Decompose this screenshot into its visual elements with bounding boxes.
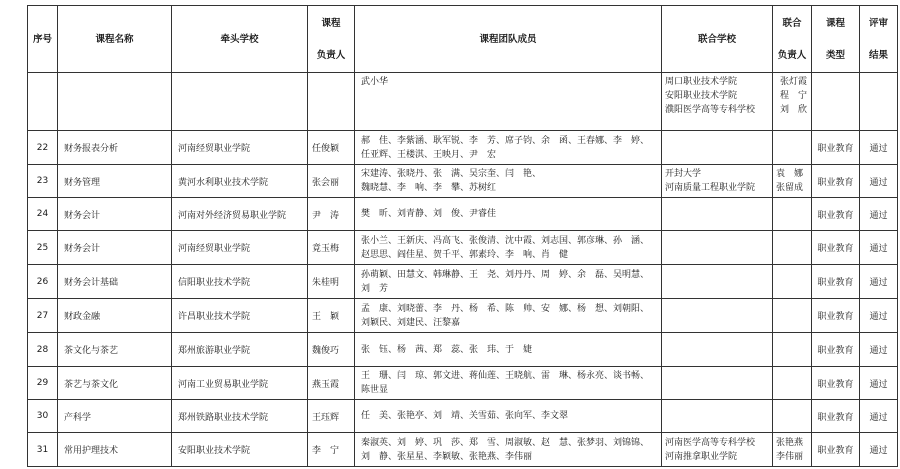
cell-partner-schools — [662, 198, 773, 231]
cell-line: 开封大学 — [665, 169, 702, 179]
cell-course-type: 职业教育 — [812, 165, 860, 198]
header-lead-school: 牵头学校 — [172, 6, 308, 73]
cell-line: 张留成 — [776, 183, 804, 193]
cell-team-members — [355, 231, 662, 265]
table-row — [28, 400, 898, 433]
cell-review-result: 通过 — [860, 333, 898, 367]
cell-course-lead: 王珏辉 — [308, 400, 355, 433]
continuation-row — [28, 73, 898, 131]
cell-line: 樊 昕、刘青静、刘 俊、尹睿佳 — [361, 209, 497, 219]
cell-team-members — [355, 198, 662, 231]
cell-course-type: 职业教育 — [812, 367, 860, 400]
cell-team-members — [355, 299, 662, 333]
header-no: 序号 — [28, 6, 58, 73]
table-row — [28, 131, 898, 165]
cell-no: 29 — [28, 367, 58, 400]
cell-course-type: 职业教育 — [812, 400, 860, 433]
cell-line: 任 美、张艳亭、刘 靖、关雪茹、张向军、李文翠 — [361, 411, 569, 421]
cell-no: 31 — [28, 433, 58, 467]
cell-review-result: 通过 — [860, 433, 898, 467]
table-row — [28, 165, 898, 198]
cell-review-result: 通过 — [860, 231, 898, 265]
header-review-result: 评审 结果 — [860, 6, 898, 73]
cell-review-result: 通过 — [860, 400, 898, 433]
cell-lead-school — [172, 73, 308, 131]
cell-partner-schools — [662, 333, 773, 367]
cell-no: 28 — [28, 333, 58, 367]
cell-line: 河南医学高等专科学校 — [665, 437, 756, 448]
table-row — [28, 299, 898, 333]
table-row — [28, 231, 898, 265]
cell-course-type: 职业教育 — [812, 198, 860, 231]
cell-course-lead: 魏俊巧 — [308, 333, 355, 367]
cell-team-members — [355, 131, 662, 165]
cell-line: 李伟丽 — [776, 451, 804, 462]
table-row — [28, 433, 898, 467]
cell-review-result: 通过 — [860, 131, 898, 165]
cell-partner-schools — [662, 265, 773, 299]
cell-lead-school: 许昌职业技术学院 — [172, 299, 308, 333]
cell-course-name: 财务会计 — [58, 231, 172, 265]
cell-line: 孙萌颖、田慧文、韩琳静、王 尧、刘丹丹、周 婷、余 磊、吴明慧、 — [361, 269, 650, 280]
cell-line: 河南质量工程职业学院 — [665, 183, 756, 193]
cell-course-name: 茶艺与茶文化 — [58, 367, 172, 400]
cell-partner-lead — [773, 299, 812, 333]
cell-lead-school: 河南工业贸易职业学院 — [172, 367, 308, 400]
cell-no: 22 — [28, 131, 58, 165]
cell-lead-school: 郑州铁路职业技术学院 — [172, 400, 308, 433]
cell-line: 陈世显 — [361, 385, 389, 395]
cell-course-name: 常用护理技术 — [58, 433, 172, 467]
cell-line: 袁 娜 — [776, 169, 804, 179]
cell-partner-schools — [662, 400, 773, 433]
cell-team-members — [355, 333, 662, 367]
cell-partner-lead — [773, 198, 812, 231]
cell-partner-schools — [662, 131, 773, 165]
course-table — [27, 5, 898, 467]
cell-course-name: 财务会计基础 — [58, 265, 172, 299]
cell-line: 刘 静、张星星、李颖敏、张艳燕、李伟丽 — [361, 451, 533, 462]
cell-partner-lead: 张灯霞 程 宁 刘 欣 — [773, 73, 812, 131]
cell-partner-schools — [662, 433, 773, 467]
cell-course-lead: 张会丽 — [308, 165, 355, 198]
cell-partner-schools — [662, 367, 773, 400]
cell-partner-lead — [773, 231, 812, 265]
cell-course-type: 职业教育 — [812, 333, 860, 367]
cell-course-lead: 竟玉梅 — [308, 231, 355, 265]
cell-partner-lead — [773, 131, 812, 165]
cell-no: 25 — [28, 231, 58, 265]
cell-no — [28, 73, 58, 131]
cell-review-result: 通过 — [860, 165, 898, 198]
cell-course-lead: 朱桂明 — [308, 265, 355, 299]
header-row — [28, 6, 898, 73]
cell-course-lead — [308, 73, 355, 131]
header-partner-schools: 联合学校 — [662, 6, 773, 73]
cell-line: 秦淑英、刘 婷、巩 莎、郑 雪、周淑敏、赵 慧、张梦羽、刘锦锦、 — [361, 437, 650, 448]
cell-course-name: 茶文化与茶艺 — [58, 333, 172, 367]
cell-team-members — [355, 367, 662, 400]
cell-team-members: 武小华 — [355, 73, 662, 131]
cell-lead-school: 安阳职业技术学院 — [172, 433, 308, 467]
cell-team-members — [355, 433, 662, 467]
cell-line: 宋建涛、张晓丹、张 满、吴宗奎、闫 艳、 — [361, 169, 542, 179]
cell-course-lead: 燕玉霞 — [308, 367, 355, 400]
cell-no: 30 — [28, 400, 58, 433]
cell-review-result: 通过 — [860, 198, 898, 231]
cell-course-name: 产科学 — [58, 400, 172, 433]
cell-lead-school: 河南经贸职业学院 — [172, 231, 308, 265]
cell-lead-school: 信阳职业技术学院 — [172, 265, 308, 299]
cell-review-result: 通过 — [860, 367, 898, 400]
header-course-type: 课程 类型 — [812, 6, 860, 73]
table-row — [28, 367, 898, 400]
cell-partner-schools — [662, 231, 773, 265]
cell-line: 任亚辉、王楼淇、王映月、尹 宏 — [361, 149, 497, 160]
cell-review-result: 通过 — [860, 299, 898, 333]
cell-partner-lead — [773, 367, 812, 400]
table-row — [28, 198, 898, 231]
cell-lead-school: 河南对外经济贸易职业学院 — [172, 198, 308, 231]
cell-lead-school: 郑州旅游职业学院 — [172, 333, 308, 367]
cell-line: 张 钰、杨 茜、郑 蕊、张 玮、于 婕 — [361, 344, 533, 355]
cell-course-type — [812, 73, 860, 131]
cell-course-name: 财务管理 — [58, 165, 172, 198]
cell-line: 郝 佳、李紫涵、耿军锐、李 芳、席子钧、余 函、王春娜、李 婷、 — [361, 135, 650, 146]
cell-partner-lead — [773, 400, 812, 433]
cell-no: 26 — [28, 265, 58, 299]
header-team-members: 课程团队成员 — [355, 6, 662, 73]
cell-partner-lead — [773, 433, 812, 467]
cell-course-lead: 李 宁 — [308, 433, 355, 467]
cell-line: 刘 芳 — [361, 283, 389, 294]
cell-team-members — [355, 165, 662, 198]
cell-line: 孟 康、刘晓蕾、李 丹、杨 希、陈 帅、安 娜、杨 想、刘朝阳、 — [361, 303, 650, 314]
cell-course-type: 职业教育 — [812, 299, 860, 333]
cell-partner-lead — [773, 165, 812, 198]
table-row — [28, 265, 898, 299]
cell-partner-lead — [773, 333, 812, 367]
header-course-name: 课程名称 — [58, 6, 172, 73]
cell-review-result: 通过 — [860, 265, 898, 299]
cell-line: 赵思思、阎佳星、贺千平、郭素玲、李 响、肖 健 — [361, 249, 569, 260]
header-partner-lead: 联合 负责人 — [773, 6, 812, 73]
cell-course-type: 职业教育 — [812, 265, 860, 299]
cell-course-name: 财务会计 — [58, 198, 172, 231]
cell-lead-school: 河南经贸职业学院 — [172, 131, 308, 165]
cell-course-type: 职业教育 — [812, 433, 860, 467]
table-row — [28, 333, 898, 367]
cell-course-lead: 王 颖 — [308, 299, 355, 333]
cell-course-type: 职业教育 — [812, 231, 860, 265]
cell-course-type: 职业教育 — [812, 131, 860, 165]
cell-course-name: 财政金融 — [58, 299, 172, 333]
cell-no: 23 — [28, 165, 58, 198]
cell-line: 张艳燕 — [776, 437, 804, 448]
header-course-lead: 课程 负责人 — [308, 6, 355, 73]
cell-lead-school: 黄河水利职业技术学院 — [172, 165, 308, 198]
cell-partner-schools — [662, 165, 773, 198]
cell-line: 河南推拿职业学院 — [665, 451, 738, 462]
cell-no: 27 — [28, 299, 58, 333]
cell-partner-schools: 周口职业技术学院 安阳职业技术学院 濮阳医学高等专科学校 — [662, 73, 773, 131]
cell-line: 王 珊、闫 琼、郭文进、蒋仙莲、王晓航、雷 琳、杨永亮、谈书畅、 — [361, 371, 650, 381]
cell-partner-lead — [773, 265, 812, 299]
cell-line: 魏晓慧、李 响、李 攀、苏树红 — [361, 183, 497, 193]
cell-review-result — [860, 73, 898, 131]
cell-team-members — [355, 400, 662, 433]
cell-line: 刘颖民、刘建民、汪黎嘉 — [361, 317, 461, 328]
cell-line: 张小兰、王新庆、冯高飞、张俊清、沈中霞、刘志国、郭彦琳、孙 涵、 — [361, 235, 650, 246]
cell-course-name: 财务报表分析 — [58, 131, 172, 165]
cell-partner-schools — [662, 299, 773, 333]
cell-team-members — [355, 265, 662, 299]
cell-course-lead: 任俊颖 — [308, 131, 355, 165]
cell-course-lead: 尹 涛 — [308, 198, 355, 231]
cell-no: 24 — [28, 198, 58, 231]
cell-course-name — [58, 73, 172, 131]
